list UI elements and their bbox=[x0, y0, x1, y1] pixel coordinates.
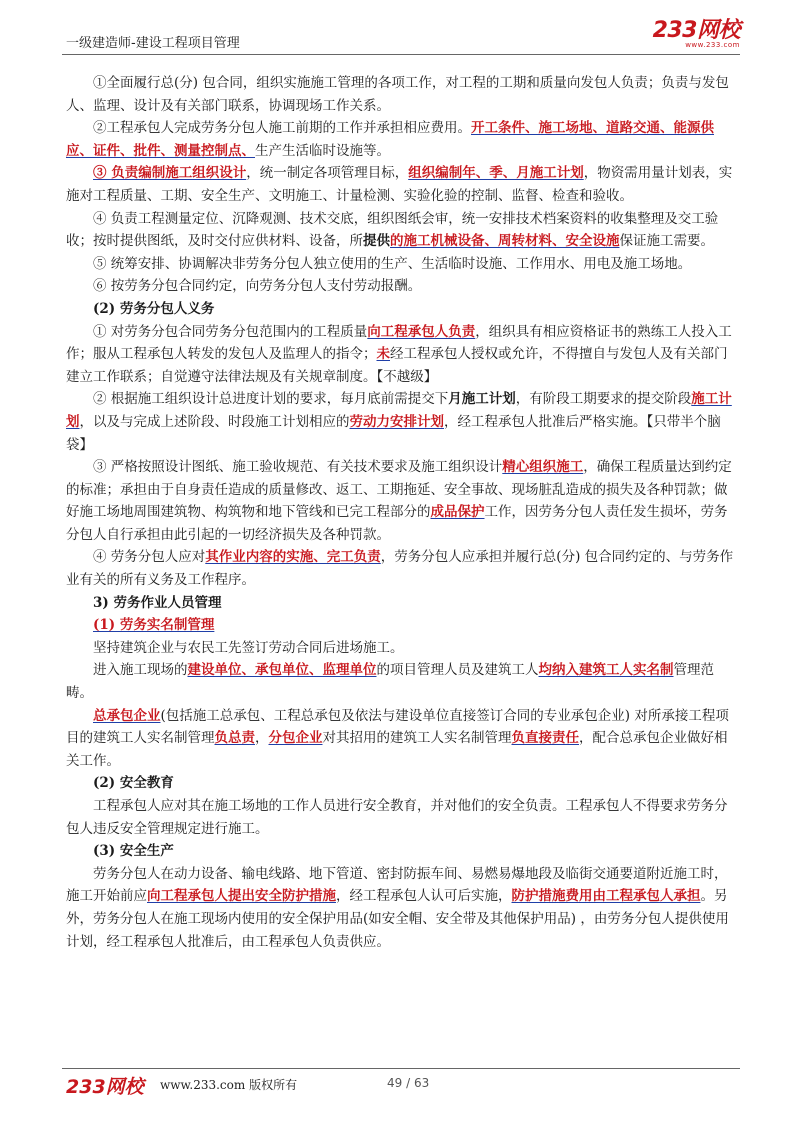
footer-logo: 233网校 bbox=[66, 1076, 144, 1098]
highlighted-text: 负直接责任 bbox=[511, 730, 579, 747]
highlighted-text: 未 bbox=[376, 346, 390, 363]
paragraph bbox=[66, 637, 740, 660]
text-segment: ，统一制定各项管理目标， bbox=[246, 165, 409, 182]
paragraph bbox=[66, 705, 740, 773]
paragraph bbox=[66, 546, 740, 591]
text-segment: ，以及与完成上述阶段、时段施工计划相应的 bbox=[79, 413, 350, 430]
paragraph bbox=[66, 795, 740, 840]
text-segment: 对其招用的建筑工人实名制管理 bbox=[322, 730, 512, 747]
paragraph bbox=[66, 388, 740, 456]
highlighted-text: 组织编制年、季、月施工计划 bbox=[408, 165, 584, 182]
paragraph bbox=[66, 253, 740, 276]
paragraph bbox=[66, 208, 740, 253]
text-segment: ，有阶段工期要求的提交阶段 bbox=[515, 391, 692, 408]
text-segment: 劳务分包人在动力设备、输电线路、地下管道、密封防振车间、易燃易爆地段及临街交通要道附近施工时，施工开始前应 bbox=[66, 865, 728, 905]
text-segment: 进入施工现场的 bbox=[93, 662, 188, 679]
highlighted-text: 的施工机械设备、周转材料、安全设施 bbox=[390, 233, 620, 250]
text-segment: 的项目管理人员及建筑工人 bbox=[376, 662, 539, 679]
paragraph bbox=[66, 117, 740, 162]
text-segment: 。另外，劳务分包人在施工现场内使用的安全保护用品(如安全帽、安全带及其他保护用品) ，由劳务分包人提供使用计划，经工程承包人批准后，由工程承包人负责供应。 bbox=[66, 888, 729, 950]
text-segment: (2) 劳务分包人义务 bbox=[93, 300, 215, 317]
highlighted-text: 成品保护 bbox=[430, 504, 485, 521]
text-segment: ④ 负责工程测量定位、沉降观测、技术交底，组织图纸会审，统一安排技术档案资料的收集整理及交工验收；按时提供图纸，及时交付应供材料、设备，所 bbox=[66, 210, 719, 250]
text-segment: ， bbox=[255, 730, 269, 747]
section-heading bbox=[66, 840, 740, 863]
page-number: 49 / 63 bbox=[387, 1076, 430, 1090]
brand-logo bbox=[653, 20, 740, 49]
highlighted-text: 向工程承包人负责 bbox=[367, 323, 476, 340]
document-body bbox=[66, 72, 740, 953]
text-segment: (2) 安全教育 bbox=[93, 775, 174, 792]
text-segment: ，配合总承包企业做好相关工作。 bbox=[66, 730, 728, 769]
text-segment: 生产生活临时设施等。 bbox=[255, 142, 390, 159]
text-segment: ，物资需用量计划表，实施对工程质量、工期、安全生产、文明施工、计量检测、实验化验的控制、监督、检查和验收。 bbox=[66, 165, 733, 204]
text-segment: 管理范畴。 bbox=[66, 662, 714, 702]
text-segment: ，确保工程质量达到约定的标准；承担由于自身责任造成的质量修改、返工、工期拖延、安全事故、现场脏乱造成的损失及各种罚款；做好施工场地周围建筑物、构筑物和地下管线和已完工程部分的 bbox=[66, 459, 732, 521]
header-divider bbox=[62, 54, 740, 55]
highlighted-text: 均纳入建筑工人实名制 bbox=[538, 662, 674, 679]
highlighted-text: 劳动力安排计划 bbox=[349, 413, 444, 430]
highlighted-text: 开工条件、施工场地、道路交通、能源供应、证件、批件、测量控制点、 bbox=[66, 120, 714, 159]
text-segment: ，经工程承包人认可后实施， bbox=[336, 888, 512, 905]
text-segment: ，经工程承包人批准后严格实施。【只带半个脑袋】 bbox=[66, 413, 721, 453]
highlighted-text: (1) 劳务实名制管理 bbox=[93, 617, 215, 634]
paragraph bbox=[66, 863, 740, 953]
text-segment: 经工程承包人授权或允许，不得擅自与发包人及有关部门建立工作联系；自觉遵守法律法规及有关规章制度。【不越级】 bbox=[66, 346, 728, 385]
paragraph bbox=[66, 162, 740, 207]
text-segment: ⑤ 统筹安排、协调解决非劳务分包人独立使用的生产、生活临时设施、工作用水、用电及施工场地。 bbox=[93, 255, 692, 272]
highlighted-text: 总承包企业 bbox=[93, 707, 161, 724]
page-header bbox=[62, 20, 740, 54]
text-segment: ，组织具有相应资格证书的熟练工人投入工作；服从工程承包人转发的发包人及监理人的指令； bbox=[66, 323, 732, 363]
highlighted-text: 负总责 bbox=[214, 730, 255, 747]
text-segment: ，劳务分包人应承担并履行总(分) 包合同约定的、与劳务作业有关的所有义务及工作程序。 bbox=[66, 549, 734, 589]
text-segment: (包括施工总承包、工程总承包及依法与建设单位直接签订合同的专业承包企业) 对所承接工程项目的建筑工人实名制管理 bbox=[66, 707, 729, 747]
text-segment: ⑥ 按劳务分包合同约定，向劳务分包人支付劳动报酬。 bbox=[93, 278, 422, 295]
paragraph bbox=[66, 456, 740, 546]
highlighted-text: 建设单位、承包单位、监理单位 bbox=[187, 662, 377, 679]
paragraph bbox=[66, 614, 740, 637]
text-segment: 保证施工需要。 bbox=[619, 233, 714, 250]
text-segment: ④ 劳务分包人应对 bbox=[93, 549, 206, 566]
paragraph bbox=[66, 659, 740, 704]
text-segment: ② 根据施工组织设计总进度计划的要求，每月底前需提交下 bbox=[93, 391, 449, 408]
highlighted-text: 向工程承包人提出安全防护措施 bbox=[147, 888, 336, 905]
footer-copyright: www.233.com 版权所有 bbox=[160, 1078, 298, 1092]
paragraph bbox=[66, 321, 740, 389]
highlighted-text: 精心组织施工 bbox=[502, 459, 584, 476]
highlighted-text: ③ 负责编制施工组织设计 bbox=[93, 165, 247, 182]
highlighted-text: 分包企业 bbox=[268, 730, 323, 747]
paragraph bbox=[66, 275, 740, 298]
paragraph bbox=[66, 72, 740, 117]
section-heading bbox=[66, 298, 740, 321]
text-segment: 坚持建筑企业与农民工先签订劳动合同后进场施工。 bbox=[93, 639, 404, 656]
footer-divider bbox=[62, 1068, 740, 1069]
brand-logo-text: 233网校 bbox=[652, 18, 740, 43]
text-segment: 工程承包人应对其在施工场地的工作人员进行安全教育，并对他们的安全负责。工程承包人不得要求劳务分包人违反安全管理规定进行施工。 bbox=[66, 798, 728, 837]
text-segment: 3) 劳务作业人员管理 bbox=[93, 594, 222, 611]
brand-logo-url: www.233.com bbox=[685, 41, 740, 49]
text-segment: 工作，因劳务分包人责任发生损坏，劳务分包人自行承担由此引起的一切经济损失及各种罚款。 bbox=[66, 504, 728, 543]
text-segment: (3) 安全生产 bbox=[93, 843, 174, 860]
page-footer bbox=[62, 1064, 740, 1104]
text-segment: ②工程承包人完成劳务分包人施工前期的工作并承担相应费用。 bbox=[93, 120, 471, 137]
bold-text: 月施工计划 bbox=[448, 391, 516, 408]
highlighted-text: 施工计划 bbox=[66, 391, 732, 430]
section-heading bbox=[66, 772, 740, 795]
text-segment: ①全面履行总(分) 包合同，组织实施施工管理的各项工作，对工程的工期和质量向发包人负责；负责与发包人、监理、设计及有关部门联系，协调现场工作关系。 bbox=[66, 75, 729, 114]
text-segment: ③ 严格按照设计图纸、施工验收规范、有关技术要求及施工组织设计 bbox=[93, 459, 503, 476]
text-segment: ① 对劳务分包合同劳务分包范围内的工程质量 bbox=[93, 323, 368, 340]
bold-text: 提供 bbox=[363, 233, 390, 250]
section-heading bbox=[66, 592, 740, 615]
document-title: 一级建造师-建设工程项目管理 bbox=[66, 36, 240, 51]
highlighted-text: 其作业内容的实施、完工负责 bbox=[205, 549, 381, 566]
highlighted-text: 防护措施费用由工程承包人承担 bbox=[511, 888, 701, 905]
